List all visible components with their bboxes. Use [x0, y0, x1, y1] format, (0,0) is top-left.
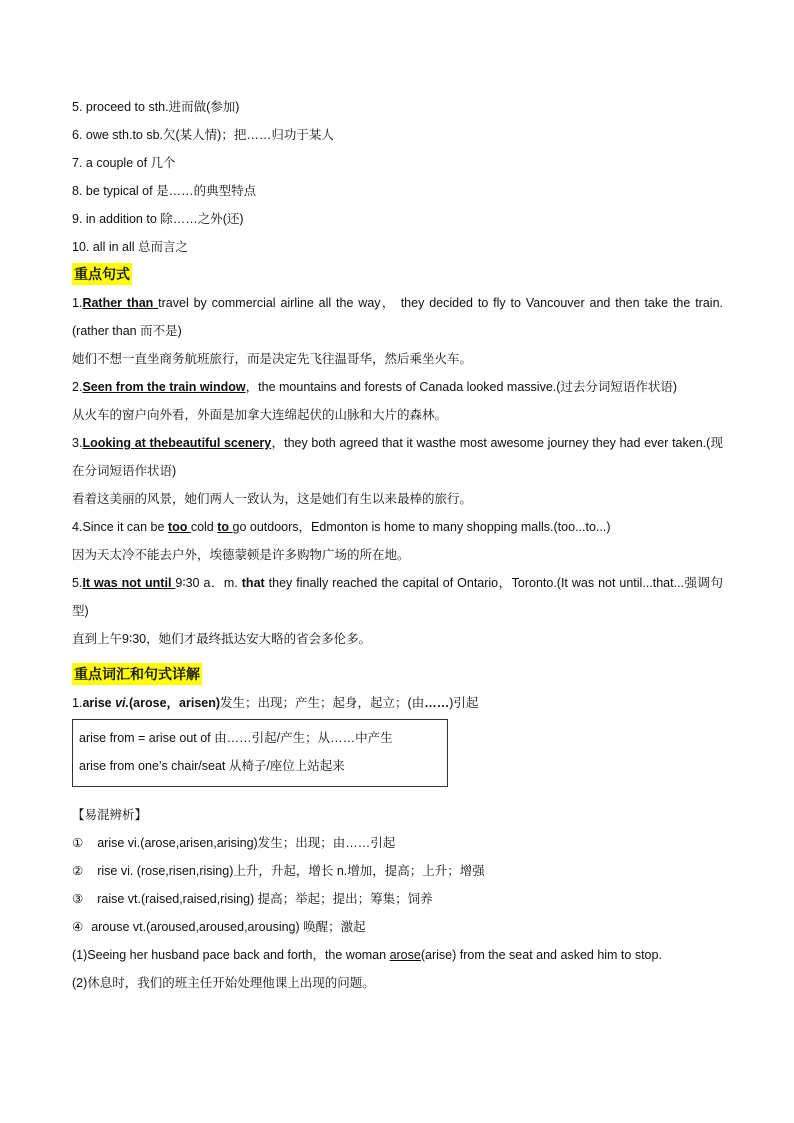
usage-row: arise from = arise out of 由……引起/产生；从……中产生 — [79, 731, 393, 745]
confuse-item — [72, 913, 723, 941]
sentence-item — [72, 373, 723, 429]
sentence-translation: 看着这美丽的风景，她们两人一致认为，这是她们有生以来最棒的旅行。 — [72, 492, 473, 506]
sentence-text: travel by commercial airline all the way， they decided to fly to Vancouver and then take the train.(rather than 而不是) — [72, 296, 723, 338]
sentence-text: ，the mountains and forests of Canada looked massive.(过去分词短语作状语) — [245, 380, 678, 394]
confuse-list — [72, 829, 723, 941]
sentence-en — [72, 373, 723, 401]
exercise-text: (arise) from the seat and asked him to stop. — [420, 948, 662, 962]
section-heading-key-sentences: 重点句式 — [72, 263, 132, 285]
confuse-text: arise vi.(arose,arisen,arising)发生；出现；由……引起 — [97, 836, 396, 850]
sentence-item — [72, 569, 723, 653]
vocab-number: 1. — [72, 696, 83, 710]
vocab-dots: …… — [424, 696, 450, 710]
phrase-item: 7. a couple of 几个 — [72, 156, 176, 170]
sentence-number: 5. — [72, 576, 83, 590]
circled-number: ① — [72, 836, 84, 850]
circled-number: ③ — [72, 892, 84, 906]
sentence-item — [72, 289, 723, 373]
sentence-key-phrase: too — [167, 520, 191, 534]
sentence-key-phrase: Looking at thebeautiful scenery — [82, 436, 272, 450]
circled-number: ④ — [72, 920, 84, 934]
sentence-translation: 直到上午9∶30，她们才最终抵达安大略的省会多伦多。 — [72, 632, 372, 646]
confuse-item — [72, 857, 723, 885]
usage-box — [72, 719, 448, 787]
sentence-key-phrase: Seen from the train window — [82, 380, 246, 394]
phrase-list — [72, 93, 723, 261]
exercise-1 — [72, 941, 723, 969]
sentence-text: go outdoors，Edmonton is home to many shopping malls.(too...to...) — [232, 520, 611, 534]
confuse-item — [72, 885, 723, 913]
document-page — [72, 93, 723, 997]
sentence-number: 4. — [72, 520, 83, 534]
exercise-text: (1)Seeing her husband pace back and forth，the woman — [72, 948, 390, 962]
exercise-2: (2)休息时，我们的班主任开始处理他课上出现的问题。 — [72, 976, 375, 990]
confuse-text: arouse vt.(aroused,aroused,arousing) 唤醒；激起 — [91, 920, 366, 934]
exercise-answer: arose — [389, 948, 421, 962]
sentence-key-phrase: It was not until — [82, 576, 176, 590]
phrase-item: 8. be typical of 是……的典型特点 — [72, 184, 257, 198]
confuse-text: rise vi. (rose,risen,rising)上升，升起，增长 n.增加，提高；上升；增强 — [97, 864, 485, 878]
vocab-forms: (arose，arisen) — [129, 696, 221, 710]
sentence-text: 9∶30 a．m. — [175, 576, 242, 590]
vocab-pos: vi. — [115, 696, 130, 710]
vocab-meaning: 发生；出现；产生；起身，起立；(由 — [220, 696, 425, 710]
sentence-key-phrase: Rather than — [82, 296, 159, 310]
sentence-en — [72, 429, 723, 485]
sentence-key-phrase: to — [217, 520, 233, 534]
sentence-text: they finally reached the capital of Ontario，Toronto.(It was not until...that...强调句型) — [72, 576, 724, 618]
vocab-headword: arise — [82, 696, 116, 710]
sentence-en — [72, 289, 723, 345]
sentence-translation: 因为天太冷不能去户外，埃德蒙顿是许多购物广场的所在地。 — [72, 548, 410, 562]
sentence-item — [72, 513, 723, 569]
phrase-item: 6. owe sth.to sb.欠(某人情)；把……归功于某人 — [72, 128, 334, 142]
sentence-en — [72, 569, 723, 625]
confuse-heading: 【易混辨析】 — [72, 808, 148, 822]
usage-row: arise from one’s chair/seat 从椅子/座位上站起来 — [79, 759, 345, 773]
sentence-number: 2. — [72, 380, 83, 394]
confuse-item — [72, 829, 723, 857]
sentence-number: 1. — [72, 296, 83, 310]
sentence-text: cold — [190, 520, 218, 534]
confuse-text: raise vt.(raised,raised,rising) 提高；举起；提出；筹集；饲养 — [97, 892, 433, 906]
sentence-text: ，they both agreed that it wasthe most awesome journey they had ever taken.(现在分词短语作状语) — [72, 436, 723, 478]
sentence-number: 3. — [72, 436, 83, 450]
phrase-item: 5. proceed to sth.进而做(参加) — [72, 100, 240, 114]
sentence-text: Since it can be — [82, 520, 168, 534]
sentence-key-phrase: that — [241, 576, 269, 590]
section-heading-vocab-detail: 重点词汇和句式详解 — [72, 663, 202, 685]
phrase-item: 10. all in all 总而言之 — [72, 240, 189, 254]
sentence-translation: 从火车的窗户向外看，外面是加拿大连绵起伏的山脉和大片的森林。 — [72, 408, 448, 422]
circled-number: ② — [72, 864, 84, 878]
sentence-translation: 她们不想一直坐商务航班旅行，而是决定先飞往温哥华，然后乘坐火车。 — [72, 352, 473, 366]
vocab-entry — [72, 689, 723, 717]
vocab-meaning-end: )引起 — [449, 696, 479, 710]
sentence-en — [72, 513, 723, 541]
phrase-item: 9. in addition to 除……之外(还) — [72, 212, 244, 226]
sentence-item — [72, 429, 723, 513]
